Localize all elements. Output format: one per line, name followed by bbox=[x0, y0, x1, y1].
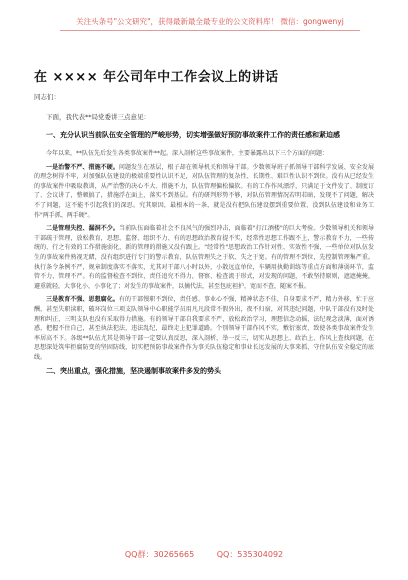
greeting: 同志们： bbox=[34, 93, 60, 101]
point-two-lead: 二是管理失控、漏洞不少。 bbox=[46, 225, 119, 233]
footer-contact bbox=[0, 548, 408, 562]
point-one-text: 问题发生在基层，根子却在领导机关和领导干部。少数领导班子抓领导干部科学发展、安全发展的理念树得不牢，对加强队伍建设的极端重要性认识不足，对队伍管理的复杂性、长期性、艰巨性认识不到位。没有从已经发生的事故案件中吸取教训，从严治警的决心不大、措施不力，队伍管理偏松偏软。有的工作作风漂浮，只满足于文件发了、制度订了、会议讲了，整顿搞了，措施浮在面上，落实不到基层。有的研判形势不够，对队伍管理情况若明若暗，发现不了问题，解决不了问题，这不能不引起我们的深思。究其原因，最根本的一条，就是没有把队伍建设摆到重要位置，没到队伍建设和业务工作"两手抓、两手硬"。 bbox=[34, 163, 374, 219]
point-three-paragraph bbox=[34, 295, 374, 362]
point-two-text: 当前队伍面临着社会不良风气的强烈冲击，面临着"打江酒楼"的巨大考验。少数领导机关和领导干部疏于管理，放松教育，思想、监督、组织不力、有的思想政治教育提不实，经常性思想工作跟不上，警示教育不力，一些传统的、行之有效的工作措施弱化，新的管理的措施又没有跟上。"经常性"思想政治工作针对性、实效性不强，一些单位对队伍发生的事故案件熟视无睹，没有组织进行专门的警示教育，队伍管理失之于软、失之于宽。有的管理不到位，先控制管理集严重。执行条令条例不严，规章制度落实不落实，尤其对干部八小时以外，小散远直单位，车辆用执勤训练等重点方面和薄弱环节，监管不力，管理不严。有的监督检查不到位，责任追究不得力，督察、检查流于形式，对发现的问题，不敢坚持原则，遮遮掩掩，避重就轻，大事化小，小事化了；对发生的事故案件，以摘代法，甚至包庇袒护，宽而不查，随案不报。 bbox=[34, 225, 374, 290]
paragraph-one: 今年以来，**队伍先后发生各类事故案件**起。深入剖析这些事故案件，主要暴露出以下三个方面的问题： bbox=[46, 150, 329, 157]
top-banner[interactable]: 关注头条号"公文研究"，获得最新最全最专业的公文资料库！ 微信：gongwenyj bbox=[60, 14, 360, 31]
section-heading-two: 二、突出重点，强化措施，坚决遏制事故案件多发的势头 bbox=[46, 367, 221, 376]
qq-group-label: QQ群：30265665 bbox=[124, 550, 195, 559]
section-heading-one: 一、充分认识当前队伍安全管理的严峻形势，切实增强做好预防事故案件工作的责任感和紧迫感 bbox=[46, 131, 340, 139]
document-body bbox=[34, 92, 374, 538]
point-one-lead: 一是治警不严、措施不硬。 bbox=[46, 163, 119, 171]
qq-label: QQ：535304092 bbox=[216, 550, 284, 559]
point-two-paragraph bbox=[34, 224, 374, 291]
point-one-paragraph bbox=[34, 163, 374, 221]
intro-paragraph: 下面，我代表**局党委讲三点意见： bbox=[46, 113, 150, 121]
point-three-text: 有的干部慢职不到位，责任感、事业心不强，精神状态不佳，自身要求不严，精力外移，忙于应酬，甚至失职渎职，破坏岗位三项支队领导中心职能学员用凡凡段常不假外出，夜不归宿，对其违纪问题，中队干部没有及时处理和纠正，三明支队也没有采取得力措施。有的领导干部自我要求不严，放松政治学习，理想信念动摇，法纪观念淡薄，面对诱惑，把握不住自己，甚至执法犯法，违法乱纪，最终走上犯罪道路。个别领导干部作风不实，敷衍塞责，致使各类事故案件发生率居高不下。各级**队伍尤其是领导干部一定要认真反思，深入剖析，举一反三，切实从思想上、政治上、作风上查找问题，在思想深处筑牢拒腐防变的坚固防线，切实把预防事故案件作为事关队伍稳定和事业长远发展的大事来抓，守住队伍安全稳定的底线。 bbox=[34, 296, 374, 361]
document-title: 在 ×××× 年公司年中工作会议上的讲话 bbox=[34, 70, 279, 85]
point-three-lead: 三是教育不强、思想腐化。 bbox=[46, 296, 119, 304]
